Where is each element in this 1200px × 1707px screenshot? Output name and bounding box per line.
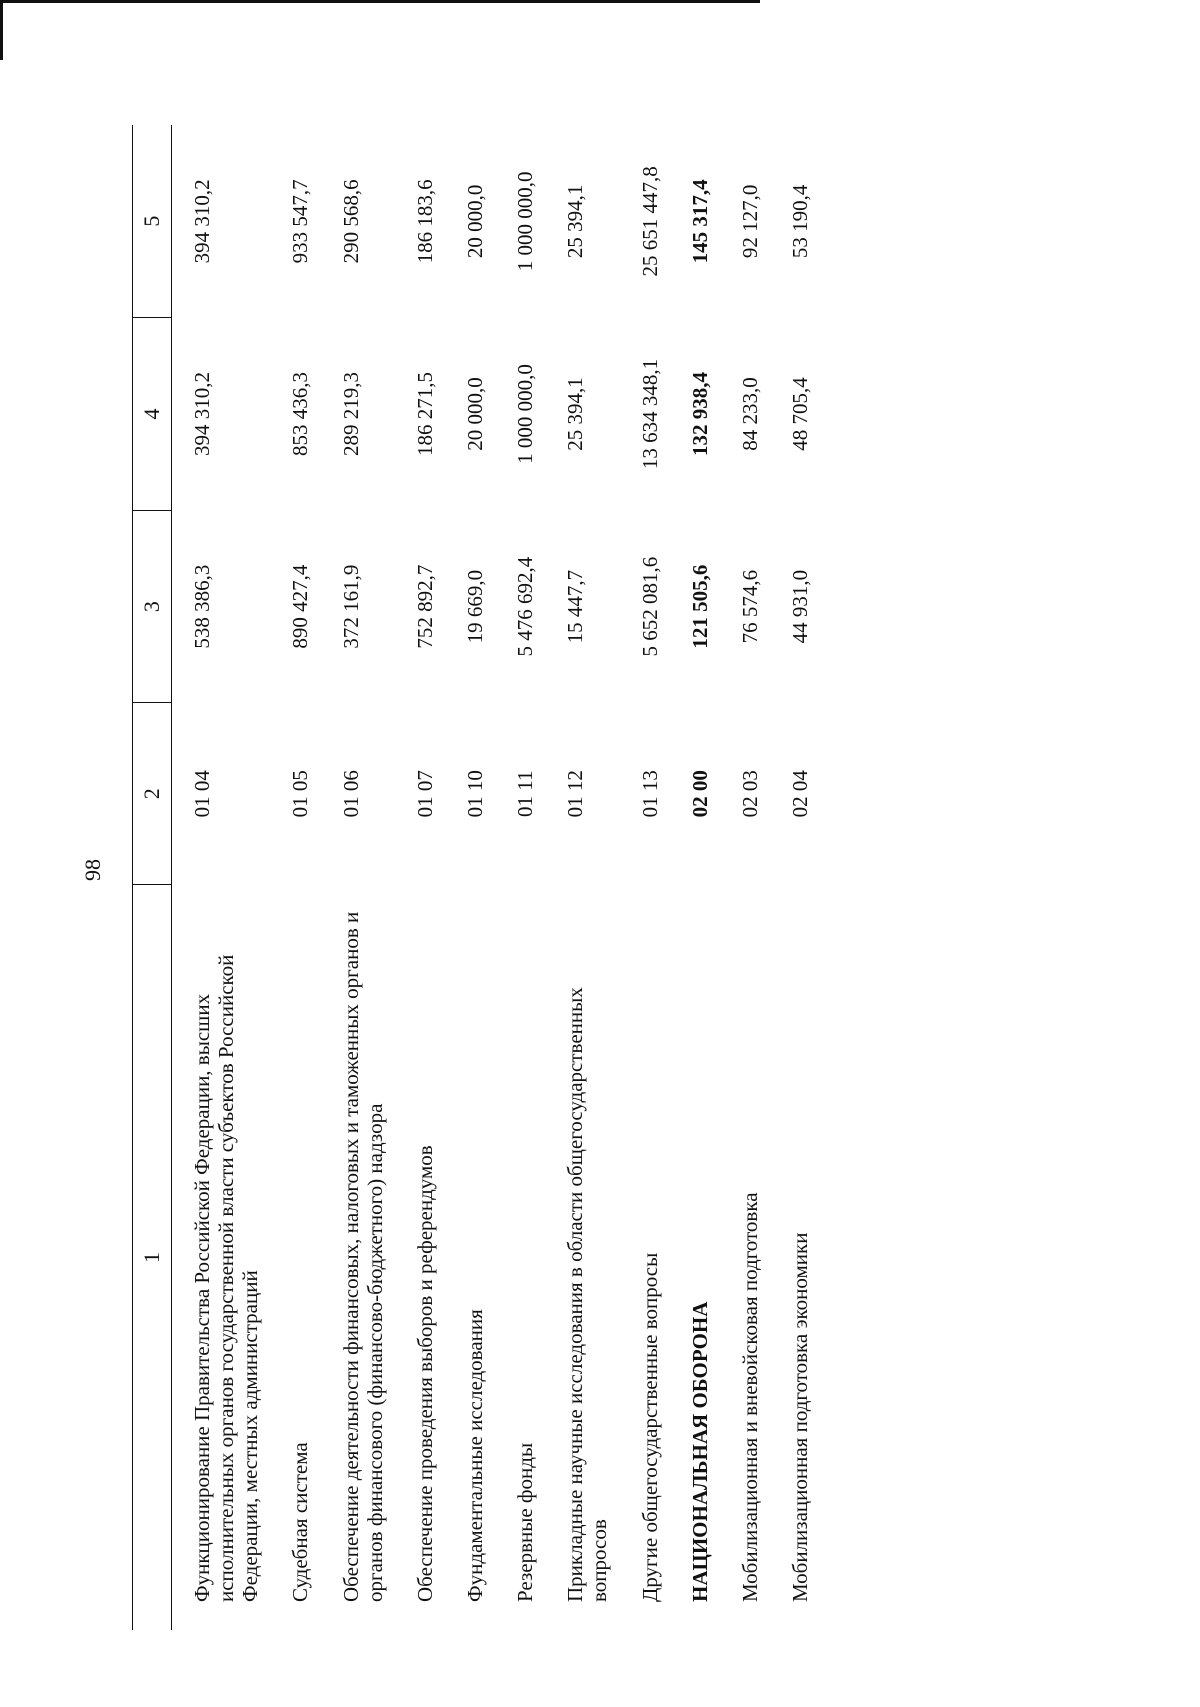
row-name-cell: Фундаментальные исследования (462, 1309, 487, 1602)
row-name-cell: НАЦИОНАЛЬНАЯ ОБОРОНА (687, 1301, 712, 1602)
row-name-cell: Функционирование Правительства Российской Федерации, высших исполнительных органов государственной власти субъектов Российской Федерации, местных администраций (190, 954, 263, 1602)
row-value-col5: 186 183,6 (412, 179, 437, 264)
table-row (638, 125, 662, 1630)
table-row (413, 125, 437, 1630)
row-value-col4: 1 000 000,0 (513, 364, 538, 464)
column-header: 4 (133, 318, 172, 511)
row-name-cell: Другие общегосударственные вопросы (637, 1252, 662, 1602)
row-value-col4: 84 233,0 (737, 377, 762, 451)
row-spacer (437, 125, 463, 1630)
row-spacer (313, 125, 339, 1630)
table-row (738, 125, 762, 1630)
row-spacer (262, 125, 288, 1630)
row-name-cell: Мобилизационная и вневойсковая подготовка (737, 1192, 762, 1602)
row-value-col3: 538 386,3 (190, 564, 214, 649)
row-value-col3: 44 931,0 (787, 569, 812, 644)
row-value-col4: 25 394,1 (563, 377, 588, 451)
row-value-col5: 92 127,0 (737, 184, 762, 259)
row-spacer (712, 125, 738, 1630)
row-value-col3: 5 652 081,6 (637, 556, 662, 657)
column-header: 3 (133, 510, 172, 703)
table-row (288, 125, 312, 1630)
row-value-col4: 132 938,4 (687, 372, 712, 456)
row-spacer (612, 125, 638, 1630)
rotated-content (80, 90, 1060, 1650)
row-value-col5: 53 190,4 (787, 184, 812, 259)
table-row (463, 125, 487, 1630)
spacer-cell (313, 125, 339, 1630)
spacer-cell (262, 125, 288, 1630)
row-spacer (537, 125, 563, 1630)
row-value-col5: 145 317,4 (687, 179, 712, 264)
spacer-cell (662, 125, 688, 1630)
table-row (688, 125, 712, 1630)
row-spacer (762, 125, 788, 1630)
row-code-cell: 01 11 (513, 770, 538, 817)
row-code-cell: 01 06 (338, 770, 363, 818)
spacer-cell (387, 125, 413, 1630)
table-row (513, 125, 537, 1630)
row-value-col4: 289 219,3 (338, 372, 363, 456)
row-code-cell: 01 07 (412, 770, 437, 818)
row-value-col3: 121 505,6 (687, 564, 712, 649)
row-value-col5: 394 310,2 (190, 179, 214, 264)
row-value-col4: 853 436,3 (288, 372, 313, 456)
row-value-col5: 1 000 000,0 (513, 171, 538, 272)
row-value-col4: 394 310,2 (190, 372, 214, 456)
row-value-col5: 25 651 447,8 (637, 166, 662, 277)
row-code-cell: 01 05 (288, 770, 313, 818)
table-header-row (133, 125, 172, 1630)
table-row (339, 125, 387, 1630)
table-row (788, 125, 812, 1630)
row-name-cell: Обеспечение проведения выборов и референдумов (412, 1145, 437, 1602)
row-code-cell: 01 13 (637, 770, 662, 818)
row-value-col4: 20 000,0 (462, 377, 487, 451)
row-value-col4: 186 271,5 (412, 372, 437, 456)
row-name-cell: Прикладные научные исследования в области общегосударственных вопросов (563, 987, 612, 1602)
row-value-col3: 372 161,9 (338, 564, 363, 649)
row-spacer (487, 125, 513, 1630)
row-value-col3: 5 476 692,4 (513, 556, 538, 657)
row-value-col3: 76 574,6 (737, 569, 762, 644)
table-row (563, 125, 611, 1630)
row-spacer (387, 125, 413, 1630)
row-value-col3: 15 447,7 (563, 569, 588, 644)
row-value-col4: 13 634 348,1 (637, 358, 662, 470)
budget-table (132, 125, 812, 1630)
row-name-cell: Резервные фонды (513, 1442, 538, 1602)
row-name-cell: Обеспечение деятельности финансовых, налоговых и таможенных органов и органов финансового (финансово-бюджетного) надзора (338, 911, 387, 1602)
spacer-cell (537, 125, 563, 1630)
column-header: 1 (133, 885, 172, 1631)
spacer-cell (437, 125, 463, 1630)
row-value-col5: 20 000,0 (462, 184, 487, 259)
row-value-col5: 933 547,7 (288, 179, 313, 264)
row-value-col3: 752 892,7 (412, 564, 437, 649)
row-value-col3: 890 427,4 (288, 564, 313, 649)
row-code-cell: 01 12 (563, 770, 588, 818)
page-number: 98 (80, 859, 105, 881)
row-name-cell: Мобилизационная подготовка экономики (787, 1232, 812, 1602)
row-value-col3: 19 669,0 (462, 569, 487, 644)
spacer-cell (762, 125, 788, 1630)
row-name-cell: Судебная система (288, 1442, 313, 1602)
column-header: 2 (133, 703, 172, 885)
row-code-cell: 01 04 (190, 770, 214, 818)
table-row (172, 125, 263, 1630)
spacer-cell (487, 125, 513, 1630)
row-code-cell: 02 00 (687, 770, 712, 818)
row-code-cell: 02 04 (787, 770, 812, 818)
spacer-cell (612, 125, 638, 1630)
row-code-cell: 01 10 (462, 770, 487, 818)
row-value-col5: 25 394,1 (563, 184, 588, 259)
row-spacer (662, 125, 688, 1630)
spacer-cell (712, 125, 738, 1630)
column-header: 5 (133, 125, 172, 318)
row-code-cell: 02 03 (737, 770, 762, 818)
row-value-col4: 48 705,4 (787, 377, 812, 451)
row-value-col5: 290 568,6 (338, 179, 363, 264)
